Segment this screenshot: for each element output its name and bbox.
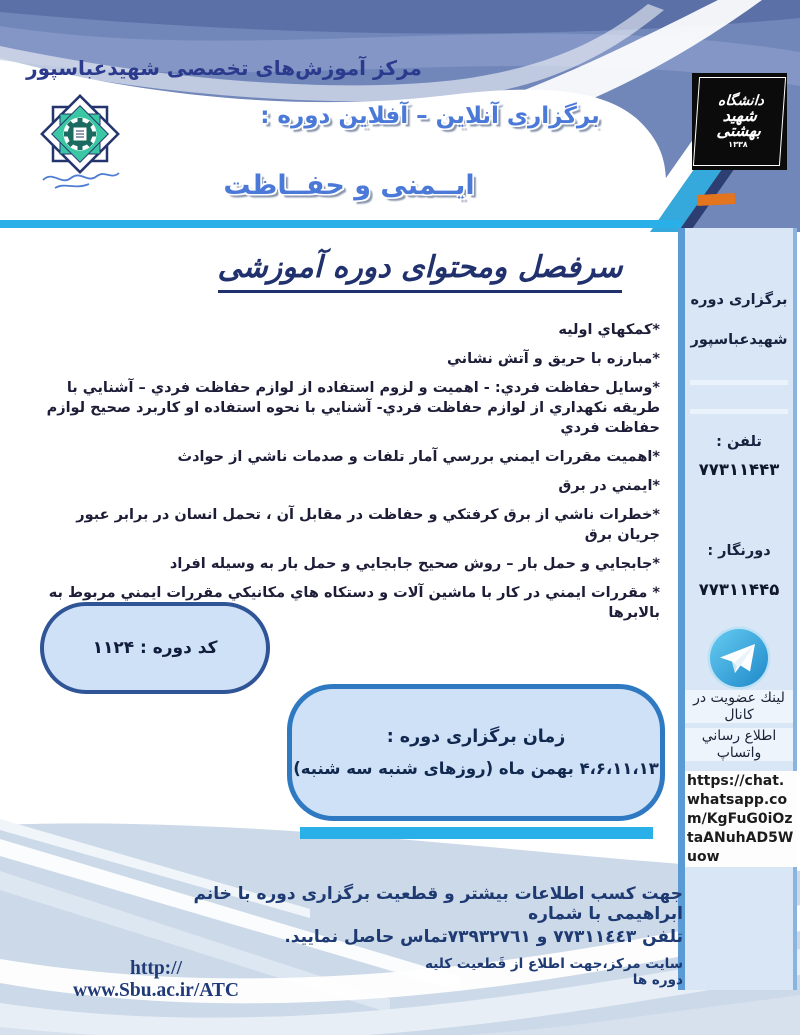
channel-membership-text: لینك عضویت در كانال	[685, 690, 793, 723]
phone-label: تلفن :	[716, 434, 762, 450]
topic-item: *جابجايي و حمل بار – روش صحيح جابجايي و حمل بار به وسيله افراد	[169, 556, 660, 572]
topic-item: *وسايل حفاظت فردي: - اهميت و لزوم استفاده از لوازم حفاظت فردي – آشنايي با طريقه نكهداري از لوازم حفاظت فردي- آشنايي با نحوه استفاده او كاربرد صحيح لوازم حفاظت فردي	[46, 380, 660, 436]
delivery-mode-subtitle: برگزاری آنلاین – آفلاین دوره :	[260, 103, 600, 129]
abbaspour-center-logo-icon	[37, 94, 123, 194]
logo-signature	[43, 173, 119, 188]
whatsapp-link[interactable]: https://chat.whatsapp.com/KgFuG0iOztaANuhAD5Wuow	[685, 771, 797, 867]
topic-item: *ايمني در برق	[558, 478, 660, 494]
sidebar-held-by-name: شهیدعباسپور	[690, 332, 788, 348]
topic-item: *مبارزه با حريق و آتش نشاني	[447, 351, 660, 367]
topic-item: *کمکهاي اوليه	[558, 322, 660, 338]
schedule-dates: ۴،۶،۱۱،۱۳ بهمن ماه (روزهای شنبه سه شنبه)	[293, 759, 659, 778]
footer-info-line1: جهت کسب اطلاعات بیشتر و قطعیت برگزاری دوره با خانم ابراهیمی با شماره	[193, 884, 683, 924]
phone-number: ۷۷۳۱۱۴۴۳	[698, 460, 780, 479]
schedule-label: زمان برگزاری دوره :	[386, 727, 566, 747]
whatsapp-info-text: اطلاع رساني واتساپ	[685, 728, 793, 761]
site-note: سایت مرکز،جهت اطلاع از قَطعیت کلیه دوره ها	[425, 956, 683, 988]
university-logo-text: دانشگاه شهید بهشتی ۱۳۳۸	[693, 77, 786, 166]
university-logo	[692, 73, 787, 170]
contact-sidebar	[678, 228, 797, 990]
topic-item: *خطرات ناشي از برق كرفتكي و حفاظت در مقابل آن ، تحمل انسان در برابر عبور جريان برق	[76, 507, 660, 543]
course-topics-list	[38, 320, 660, 632]
telegram-icon[interactable]	[707, 626, 771, 690]
sidebar-separator	[690, 409, 788, 414]
topic-item: *اهميت مقررات ايمني بررسي آمار تلفات و صدمات ناشي از حوادث	[177, 449, 660, 465]
org-title: مرکز آموزش‌های تخصصی شهیدعباسپور	[26, 56, 422, 80]
header-divider	[0, 220, 681, 228]
course-code-badge: کد دوره : ۱۱۲۴	[40, 602, 270, 694]
sidebar-separator	[690, 380, 788, 385]
course-title: ایــمنی و حفــاظت	[223, 170, 475, 201]
fax-label: دورنگار :	[707, 543, 771, 559]
schedule-badge	[287, 684, 665, 821]
schedule-underline-bar	[300, 827, 653, 839]
site-url-link[interactable]: http:// www.Sbu.ac.ir/ATC	[73, 958, 239, 1001]
footer-info-line2: تلفن ٧٧٣١١٤٤٣ و ٧٣٩٣٢٧٦١تماس حاصل نمایید.	[284, 927, 683, 947]
fax-number: ۷۷۳۱۱۴۴۵	[698, 580, 780, 599]
topic-item: * مقررات ايمني در كار با ماشين آلات و دستكاه هاي مكانيكي مقررات ايمني مربوط به بالابرها	[48, 585, 660, 621]
sidebar-held-by-label: برگزاری دوره	[690, 292, 788, 308]
section-title: سرفصل ومحتوای دوره آموزشی	[170, 250, 670, 293]
